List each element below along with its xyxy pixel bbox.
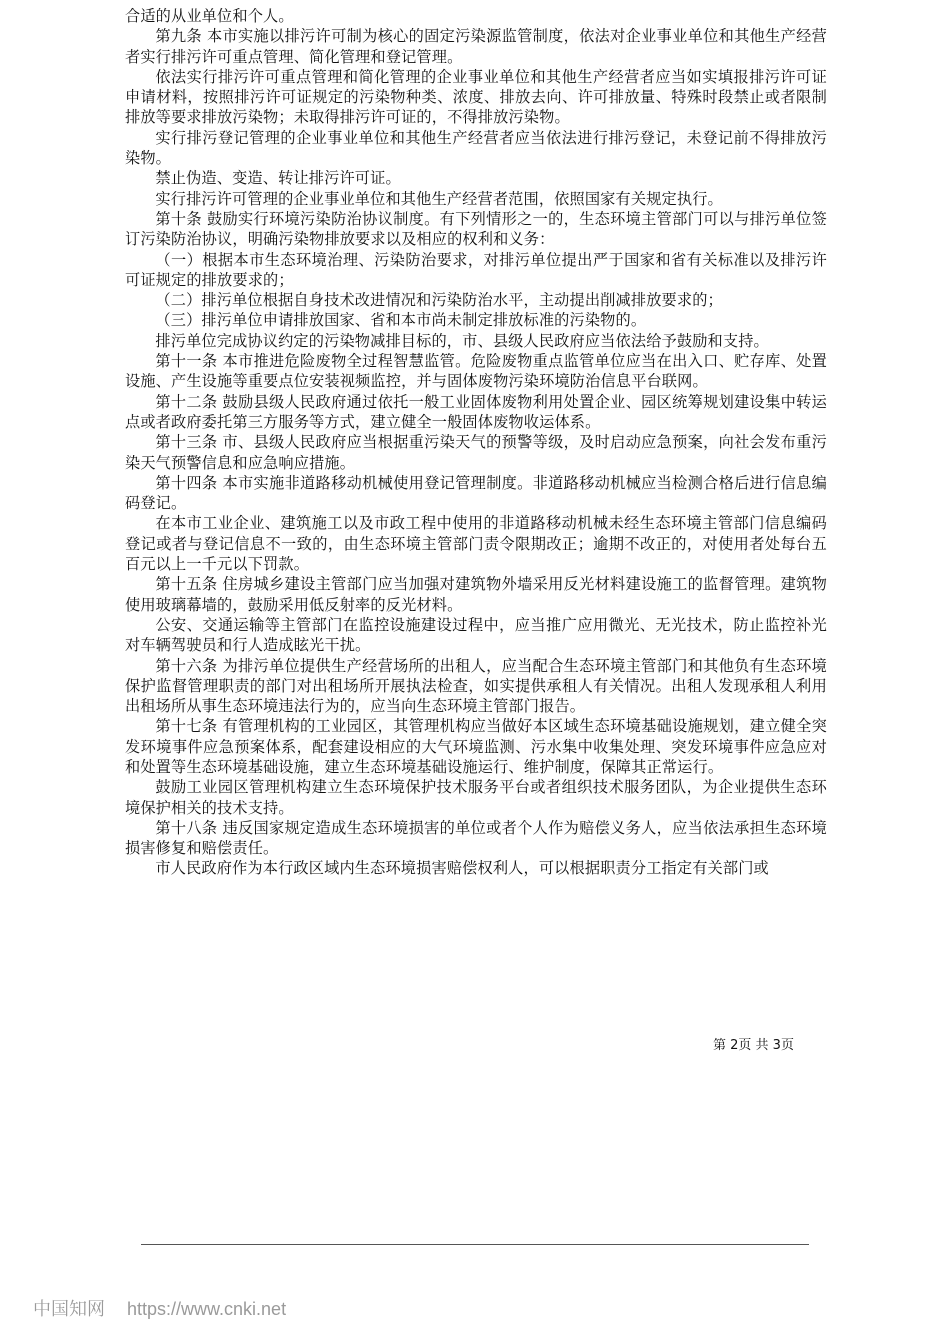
article-17-para-2: 鼓励工业园区管理机构建立生态环境保护技术服务平台或者组织技术服务团队，为企业提供生态环境保护相关的技术支持。: [125, 778, 827, 817]
footer-divider: [141, 1244, 809, 1245]
article-10-item-3: （三）排污单位申请排放国家、省和本市尚未制定排放标准的污染物的。: [155, 311, 647, 330]
article-11: 第十一条 本市推进危险废物全过程智慧监管。危险废物重点监管单位应当在出入口、贮存库、处置设施、产生设施等重要点位安装视频监控，并与固体废物污染环境防治信息平台联网。: [125, 352, 827, 391]
article-16: 第十六条 为排污单位提供生产经营场所的出租人，应当配合生态环境主管部门和其他负有生态环境保护监督管理职责的部门对出租场所开展执法检查，如实提供承租人有关情况。出租人发现承租人利用出租场所从事生态环境违法行为的，应当向生态环境主管部门报告。: [125, 656, 827, 716]
article-14: 第十四条 本市实施非道路移动机械使用登记管理制度。非道路移动机械应当检测合格后进行信息编码登记。: [125, 473, 827, 513]
article-9: 第九条 本市实施以排污许可制为核心的固定污染源监管制度，依法对企业事业单位和其他生产经营者实行排污许可重点管理、简化管理和登记管理。: [125, 27, 827, 66]
article-12: 第十二条 鼓励县级人民政府通过依托一般工业固体废物利用处置企业、园区统筹规划建设集中转运点或者政府委托第三方服务等方式，建立健全一般固体废物收运体系。: [125, 392, 827, 431]
article-9-para-3: 实行排污登记管理的企业事业单位和其他生产经营者应当依法进行排污登记，未登记前不得排放污染物。: [125, 128, 827, 168]
watermark-brand: 中国知网: [33, 1299, 105, 1320]
watermark-url[interactable]: https://www.cnki.net: [127, 1299, 287, 1319]
article-10-item-2: （二）排污单位根据自身技术改进情况和污染防治水平，主动提出削减排放要求的；: [155, 291, 723, 310]
paragraph-continuation: 合适的从业单位和个人。: [125, 7, 294, 25]
article-9-para-2: 依法实行排污许可重点管理和简化管理的企业事业单位和其他生产经营者应当如实填报排污许可证申请材料，按照排污许可证规定的污染物种类、浓度、排放去向、许可排放量、特殊时段禁止或者限制排放等要求排放污染物；未取得排污许可证的，不得排放污染物。: [125, 67, 827, 127]
article-9-para-5: 实行排污许可管理的企业事业单位和其他生产经营者范围，依照国家有关规定执行。: [155, 189, 723, 208]
article-15: 第十五条 住房城乡建设主管部门应当加强对建筑物外墙采用反光材料建设施工的监督管理。建筑物使用玻璃幕墙的，鼓励采用低反射率的反光材料。: [125, 575, 827, 614]
article-18: 第十八条 违反国家规定造成生态环境损害的单位或者个人作为赔偿义务人，应当依法承担生态环境损害修复和赔偿责任。: [125, 818, 827, 858]
article-10-para-final: 排污单位完成协议约定的污染物减排目标的，市、县级人民政府应当依法给予鼓励和支持。: [155, 331, 769, 350]
page-number: 第 2页 共 3页: [713, 1038, 794, 1053]
article-9-para-4: 禁止伪造、变造、转让排污许可证。: [155, 169, 401, 188]
article-10-item-1: （一）根据本市生态环境治理、污染防治要求，对排污单位提出严于国家和省有关标准以及排污许可证规定的排放要求的；: [125, 250, 827, 289]
article-18-para-2: 市人民政府作为本行政区域内生态环境损害赔偿权利人，可以根据职责分工指定有关部门或: [155, 859, 769, 878]
article-13: 第十三条 市、县级人民政府应当根据重污染天气的预警等级，及时启动应急预案，向社会发布重污染天气预警信息和应急响应措施。: [125, 433, 827, 472]
article-10: 第十条 鼓励实行环境污染防治协议制度。有下列情形之一的，生态环境主管部门可以与排污单位签订污染防治协议，明确污染物排放要求以及相应的权利和义务：: [125, 209, 827, 249]
document-body: [125, 6, 827, 879]
article-14-para-2: 在本市工业企业、建筑施工以及市政工程中使用的非道路移动机械未经生态环境主管部门信息编码登记或者与登记信息不一致的，由生态环境主管部门责令限期改正；逾期不改正的，对使用者处每台五百元以上一千元以下罚款。: [125, 514, 827, 574]
article-15-para-2: 公安、交通运输等主管部门在监控设施建设过程中，应当推广应用微光、无光技术，防止监控补光对车辆驾驶员和行人造成眩光干扰。: [125, 615, 827, 655]
source-watermark: [33, 1295, 286, 1321]
article-17: 第十七条 有管理机构的工业园区，其管理机构应当做好本区域生态环境基础设施规划，建立健全突发环境事件应急预案体系，配套建设相应的大气环境监测、污水集中收集处理、突发环境事件应急应对和处置等生态环境基础设施，建立生态环境基础设施运行、维护制度，保障其正常运行。: [125, 717, 827, 776]
